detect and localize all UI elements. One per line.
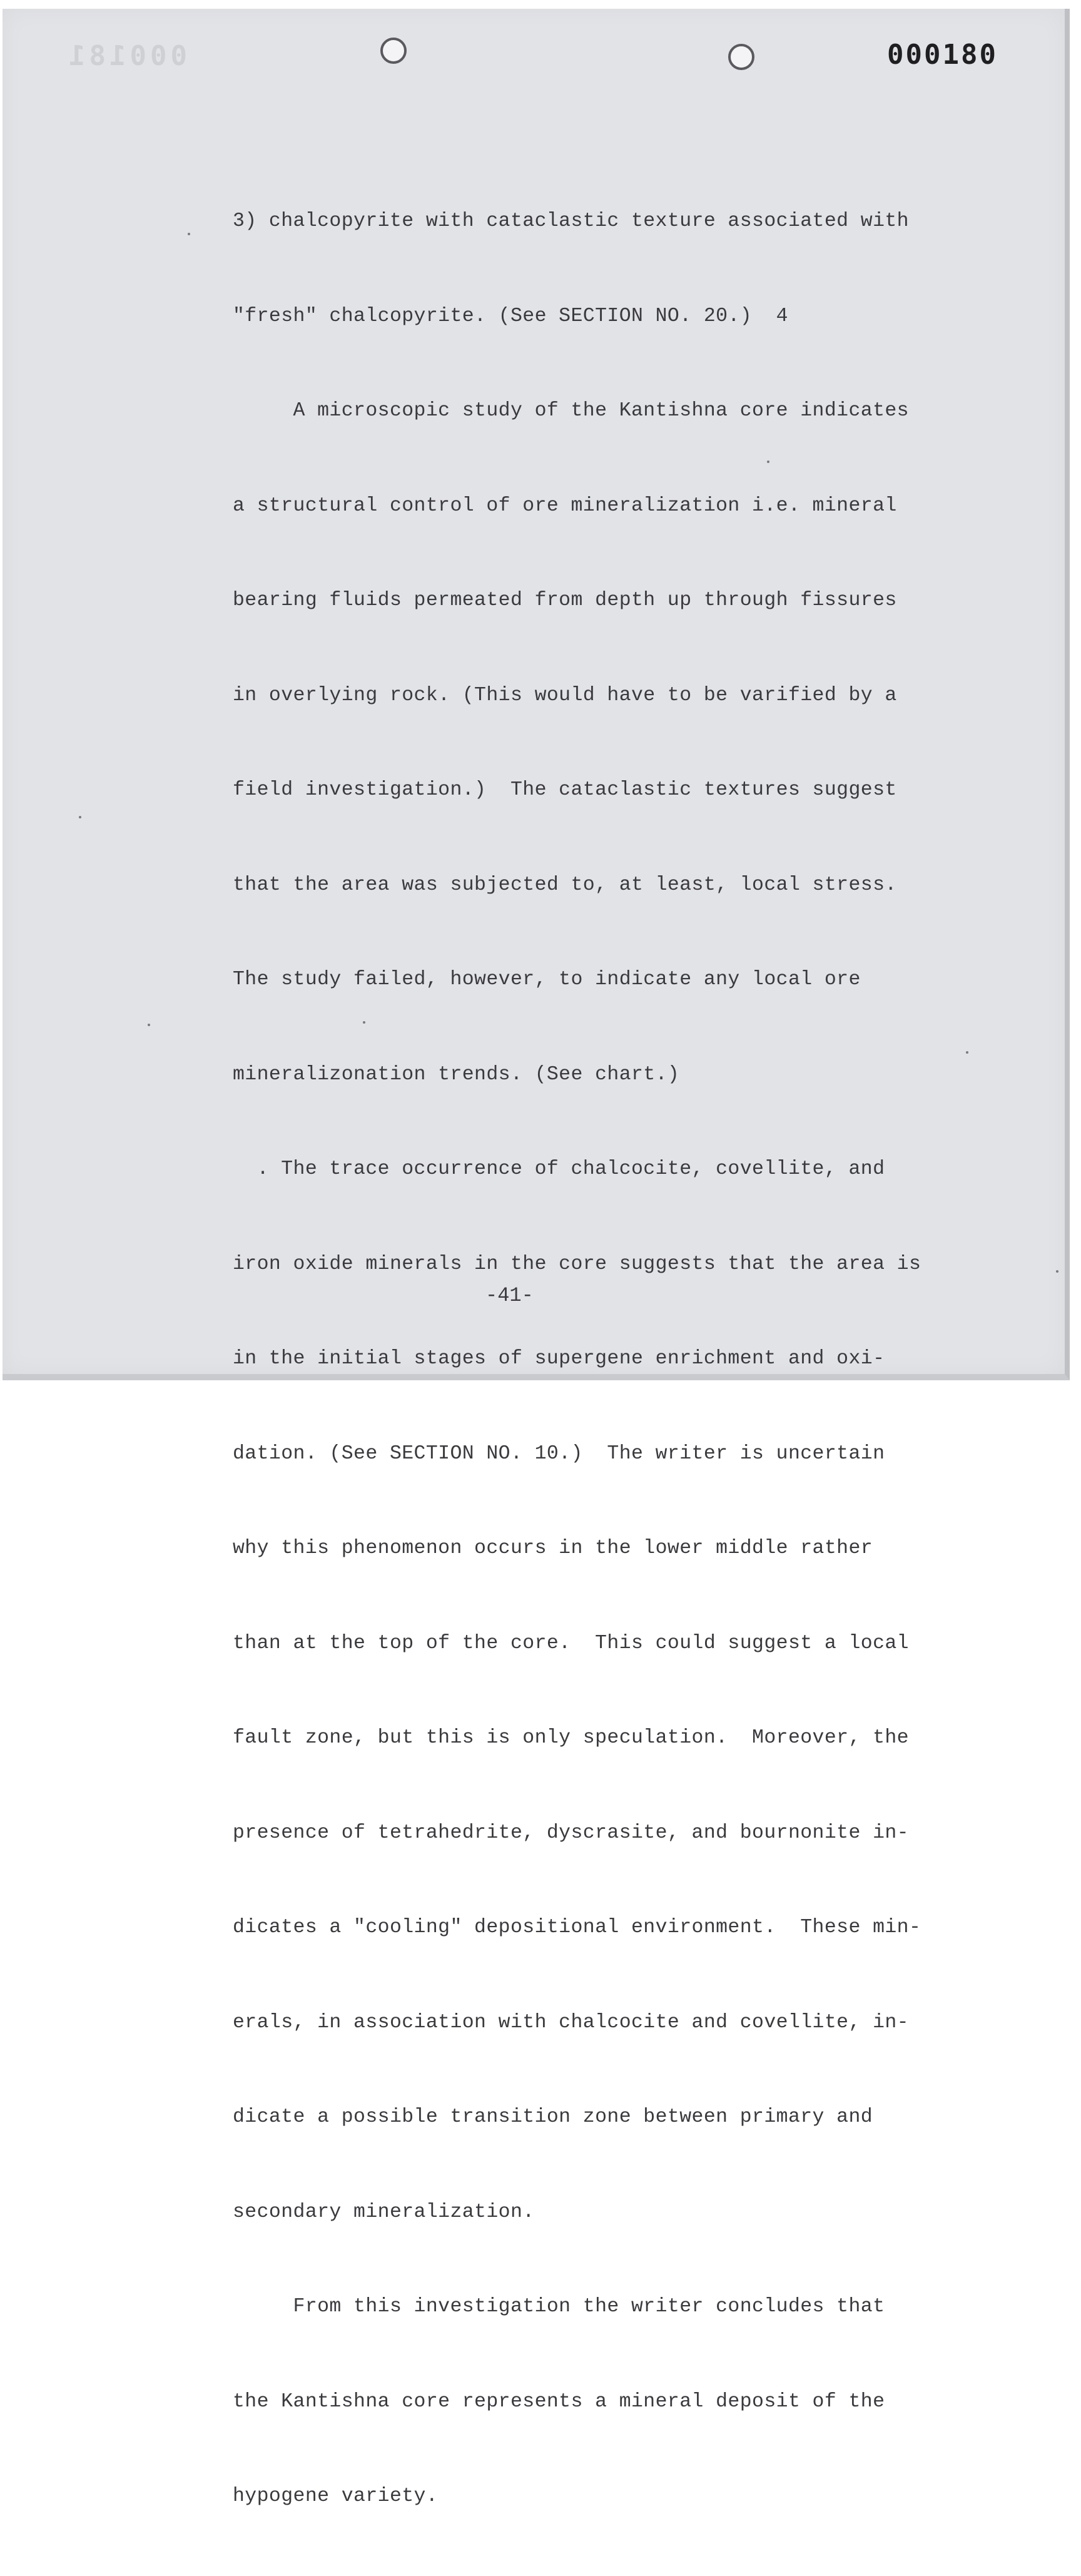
text-line: . The trace occurrence of chalcocite, covellite, and: [233, 1158, 885, 1180]
text-line: From this investigation the writer concludes that: [233, 2296, 885, 2318]
paper-speck: [966, 1051, 968, 1054]
text-line: that the area was subjected to, at least, local stress.: [233, 873, 897, 896]
paper-speck: [148, 1024, 150, 1026]
document-page: [3, 9, 1070, 2507]
text-line: presence of tetrahedrite, dyscrasite, and bournonite in-: [233, 1821, 909, 1844]
text-line: hypogene variety.: [233, 2485, 439, 2507]
paper-speck: [363, 1021, 365, 1024]
text-line: secondary mineralization.: [233, 2201, 535, 2223]
paper-speck: [188, 233, 190, 235]
text-line: The study failed, however, to indicate any local ore: [233, 969, 861, 990]
punch-hole-right: [728, 44, 754, 70]
text-line: fault zone, but this is only speculation. Moreover, the: [233, 1727, 909, 1749]
text-line: 3) chalcopyrite with cataclastic texture associated with: [233, 210, 909, 232]
paper-speck: [1056, 1270, 1058, 1273]
text-line: "fresh" chalcopyrite. (See SECTION NO. 20.) 4: [233, 305, 788, 327]
text-line: bearing fluids permeated from depth up through fissures: [233, 589, 897, 611]
text-line: dicate a possible transition zone between primary and: [233, 2106, 873, 2128]
body-text: [233, 143, 983, 2576]
text-line: A microscopic study of the Kantishna core indicates: [233, 400, 909, 422]
text-line: than at the top of the core. This could suggest a local: [233, 1632, 909, 1654]
text-line: field investigation.) The cataclastic textures suggest: [233, 779, 897, 801]
paper-speck: [79, 816, 81, 818]
text-line: dation. (See SECTION NO. 10.) The writer is uncertain: [233, 1442, 885, 1465]
text-line: dicates a "cooling" depositional environment. These min-: [233, 1917, 921, 1938]
text-line: in the initial stages of supergene enrichment and oxi-: [233, 1348, 885, 1370]
bleed-through-number: 000181: [65, 40, 187, 72]
page-number: -41-: [485, 1284, 534, 1307]
punch-hole-left: [380, 38, 407, 64]
text-line: iron oxide minerals in the core suggests that the area is: [233, 1253, 921, 1275]
paper-speck: [767, 461, 769, 463]
text-line: the Kantishna core represents a mineral deposit of the: [233, 2390, 885, 2413]
text-line: a structural control of ore mineralization i.e. mineral: [233, 494, 897, 517]
text-line: why this phenomenon occurs in the lower middle rather: [233, 1537, 873, 1559]
document-number: 000180: [887, 39, 998, 71]
text-line: erals, in association with chalcocite and covellite, in-: [233, 2011, 909, 2034]
text-line: mineralizonation trends. (See chart.): [233, 1063, 680, 1086]
text-line: in overlying rock. (This would have to be varified by a: [233, 684, 897, 706]
